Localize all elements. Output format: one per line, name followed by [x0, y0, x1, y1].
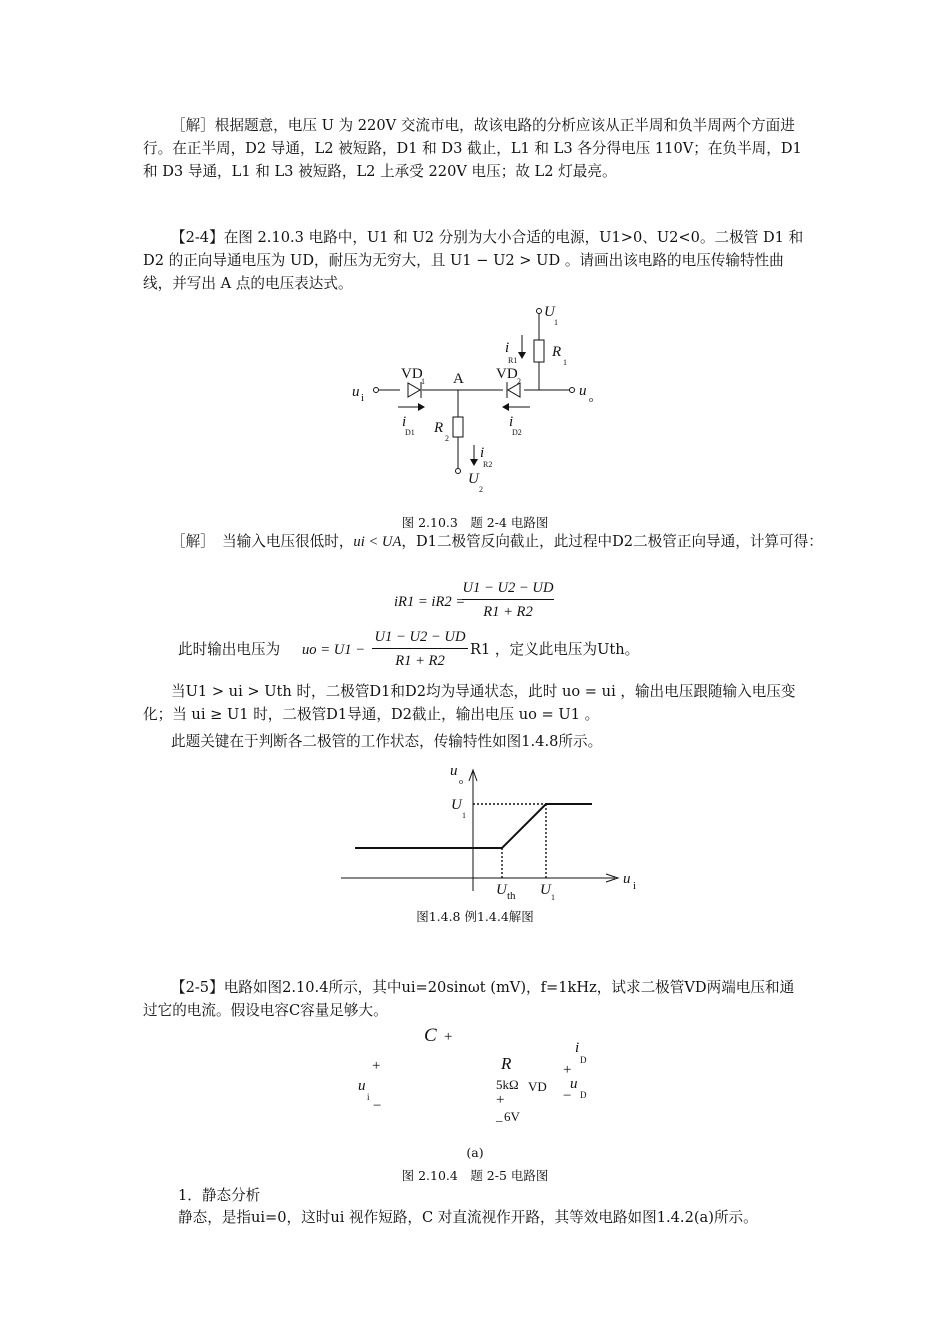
label-id2-sub: D2	[512, 428, 522, 437]
label-r1: R	[552, 344, 562, 360]
label-diode-current-sub: D	[580, 1055, 587, 1065]
problem-2-5-paragraph: 【2-5】电路如图2.10.4所示，其中ui=20sinωt (mV)，f=1kHz，试求二极管VD两端电压和通过它的电流。假设电容C容量足够大。	[143, 979, 795, 1019]
x-axis-label-sub: i	[633, 880, 637, 892]
label-vd2-sub: 2	[517, 377, 521, 386]
label-source-plus: +	[496, 1092, 505, 1108]
solution-paragraph-states: 当U1 > ui > Uth 时，二极管D1和D2均为导通状态，此时 uo = ui ，输出电压跟随输入电压变化；当 ui ≥ U1 时，二极管D1导通，D2截止，输出电压 uo = U1 。	[143, 683, 796, 723]
solution-paragraph-key: 此题关键在于判断各二极管的工作状态，传输特性如图1.4.8所示。	[171, 733, 603, 750]
label-capacitor-c: C	[424, 1025, 437, 1046]
label-r2-sub: 2	[445, 434, 449, 443]
static-analysis-paragraph: 静态，是指ui=0，这时ui 视作短路，C 对直流视作开路，其等效电路如图1.4.2(a)所示。	[178, 1209, 758, 1226]
y-tick-u1-sub: 1	[462, 811, 466, 820]
equation-2-suffix: R1 ，定义此电压为Uth。	[470, 641, 640, 658]
equation-2-numerator: U1 − U2 − UD	[374, 629, 466, 645]
label-u2-sub: 2	[479, 485, 483, 494]
label-diode-voltage-sub: D	[580, 1090, 587, 1100]
label-node-a: A	[453, 371, 464, 387]
label-diode-vd: VD	[528, 1079, 547, 1094]
label-input-plus: +	[372, 1058, 381, 1074]
x-tick-u1-sub: 1	[551, 893, 555, 902]
equation-1-denominator: R1 + R2	[483, 604, 533, 620]
label-capacitor-plus: +	[444, 1029, 453, 1045]
label-vd1-sub: 1	[421, 377, 425, 386]
label-resistor-r: R	[501, 1054, 512, 1073]
x-axis-label: u	[623, 871, 631, 887]
label-diode-current: i	[575, 1040, 580, 1056]
label-r1-sub: 1	[563, 358, 567, 367]
equation-2-intro: 此时输出电压为	[178, 641, 281, 658]
equation-2-denominator: R1 + R2	[395, 653, 445, 669]
equation-2-left: uo = U1 −	[302, 642, 366, 658]
figure-caption-2-10-3: 图 2.10.3 题 2-4 电路图	[401, 515, 549, 530]
label-vd2: VD	[496, 366, 518, 382]
label-ir2: i	[480, 445, 485, 461]
label-diode-plus: +	[563, 1062, 572, 1078]
problem-2-4-paragraph: 【2-4】在图 2.10.3 电路中，U1 和 U2 分别为大小合适的电源，U1>0、U2<0。二极管 D1 和 D2 的正向导通电压为 UD，耐压为无穷大，且 U1 − U2 > UD 。请画出该电路的电压传输特性曲线，并写出 A 点的电压表达式。	[143, 229, 804, 292]
label-id1-sub: D1	[405, 428, 415, 437]
label-uo: u	[579, 383, 587, 399]
solution-paragraph-2-3: ［解］根据题意，电压 U 为 220V 交流市电，故该电路的分析应该从正半周和负半周两个方面进行。在正半周，D2 导通，L2 被短路，D1 和 D3 截止，L1 和 L3 各分得电压 110V；在负半周，D1 和 D3 导通，L1 和 L3 被短路，L2 上承受 220V 电压；故 L2 灯最亮。	[143, 117, 802, 180]
label-input-minus: −	[373, 1098, 382, 1114]
solution-inline-math: ui < UA	[353, 534, 402, 550]
y-axis-label: u	[450, 763, 458, 779]
label-ui-sub: i	[361, 392, 365, 404]
label-diode-minus: −	[563, 1088, 572, 1104]
label-source-6v: 6V	[504, 1109, 520, 1124]
equation-1-numerator: U1 − U2 − UD	[462, 580, 554, 596]
section-heading-static-analysis: 1．静态分析	[178, 1187, 261, 1204]
label-id1: i	[402, 414, 407, 430]
label-input-ui-sub: i	[367, 1092, 370, 1102]
label-uo-sub: o	[589, 395, 593, 404]
x-tick-u1: U	[540, 882, 551, 898]
x-tick-uth: U	[496, 882, 507, 898]
label-input-ui: u	[358, 1078, 366, 1094]
label-u1-sub: 1	[554, 318, 558, 327]
label-r2: R	[434, 420, 444, 436]
label-source-minus: _	[496, 1108, 503, 1123]
figure-sublabel-a: (a)	[466, 1145, 484, 1160]
x-tick-uth-sub: th	[507, 890, 516, 902]
label-ir1-sub: R1	[508, 356, 518, 365]
label-ir1: i	[505, 340, 510, 356]
label-u1: U	[544, 304, 555, 320]
label-ui: u	[352, 384, 360, 400]
y-axis-label-sub: o	[459, 777, 463, 786]
label-resistance-5k: 5kΩ	[496, 1077, 519, 1092]
label-vd1: VD	[401, 366, 423, 382]
label-id2: i	[509, 414, 514, 430]
figure-caption-1-4-8: 图1.4.8 例1.4.4解图	[416, 909, 534, 924]
equation-1-left: iR1 = iR2 =	[394, 594, 466, 610]
figure-caption-2-10-4: 图 2.10.4 题 2-5 电路图	[401, 1168, 549, 1183]
label-diode-voltage: u	[570, 1076, 578, 1092]
label-ir2-sub: R2	[483, 460, 493, 469]
y-tick-u1: U	[451, 797, 462, 813]
solution-text-c: ，D1二极管反向截止，此过程中D2二极管正向导通，计算可得：	[401, 533, 823, 550]
solution-text-a: ［解］ 当输入电压很低时，	[171, 533, 354, 550]
label-u2: U	[468, 471, 479, 487]
